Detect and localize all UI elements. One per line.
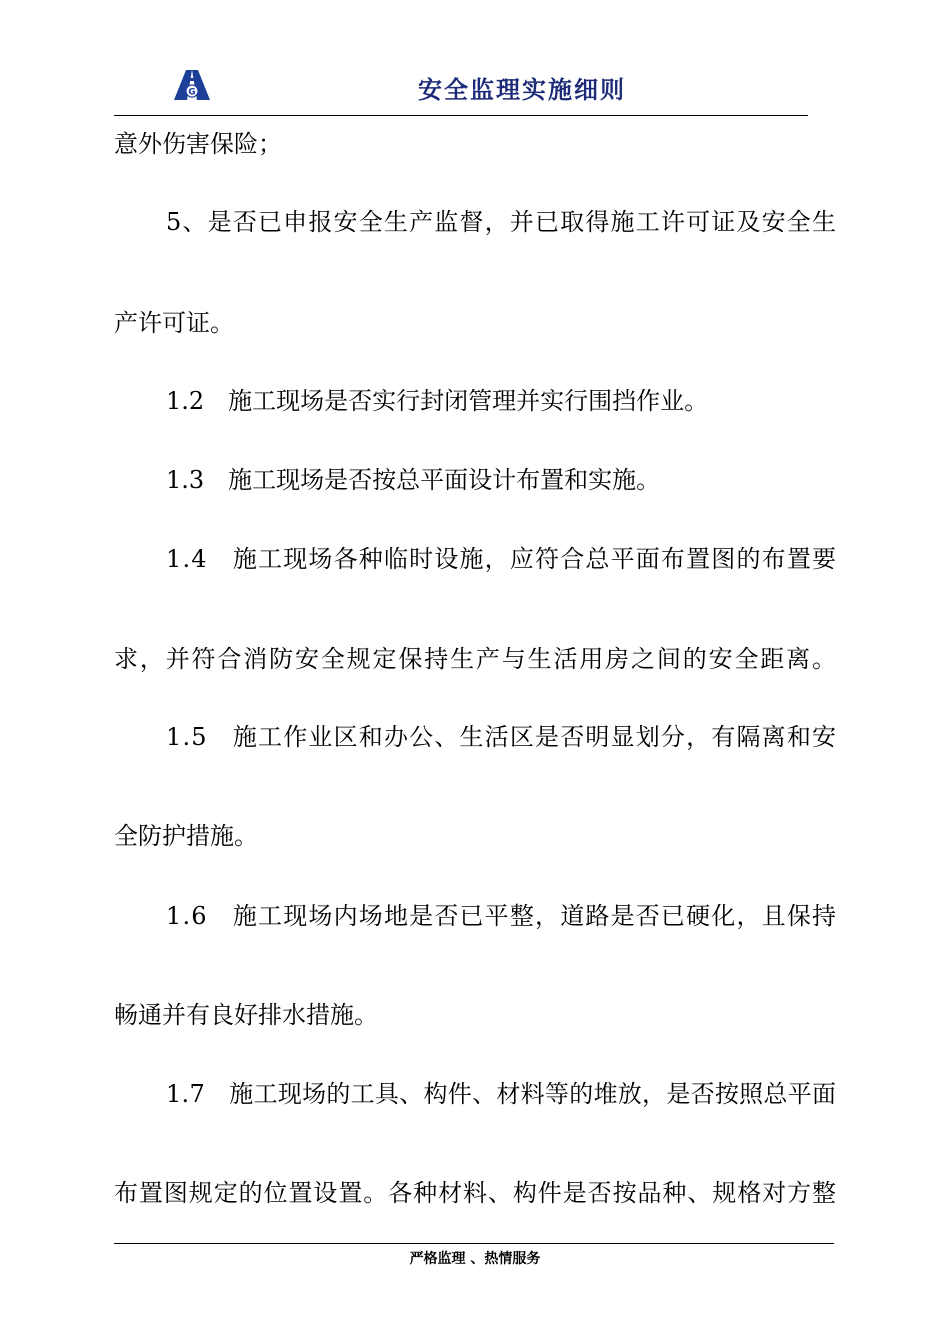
body-line-8: 1.5 施工作业区和办公、生活区是否明显划分，有隔离和安	[166, 723, 838, 751]
footer-divider	[114, 1243, 834, 1244]
body-line-7: 求，并符合消防安全规定保持生产与生活用房之间的安全距离。	[114, 645, 838, 673]
body-line-2: 5、是否已申报安全生产监督，并已取得施工许可证及安全生	[166, 208, 838, 236]
body-line-6: 1.4 施工现场各种临时设施，应符合总平面布置图的布置要	[166, 545, 838, 573]
body-line-1: 意外伤害保险；	[114, 130, 282, 158]
document-header-title: 安全监理实施细则	[418, 76, 626, 104]
body-line-5: 1.3 施工现场是否按总平面设计布置和实施。	[166, 466, 661, 494]
svg-text:G: G	[188, 87, 196, 98]
body-line-3: 产许可证。	[114, 309, 234, 337]
header-divider	[114, 115, 808, 116]
body-line-13: 布置图规定的位置设置。各种材料、构件是否按品种、规格对方整	[114, 1179, 837, 1207]
body-line-4: 1.2 施工现场是否实行封闭管理并实行围挡作业。	[166, 387, 709, 415]
body-line-11: 畅通并有良好排水措施。	[114, 1001, 378, 1029]
body-line-10: 1.6 施工现场内场地是否已平整，道路是否已硬化，且保持	[166, 902, 838, 930]
footer-slogan: 严格监理 、热情服务	[409, 1251, 541, 1267]
body-line-9: 全防护措施。	[114, 822, 258, 850]
body-line-12: 1.7 施工现场的工具、构件、材料等的堆放，是否按照总平面	[166, 1080, 837, 1108]
gj-highway-logo-icon	[172, 66, 212, 102]
